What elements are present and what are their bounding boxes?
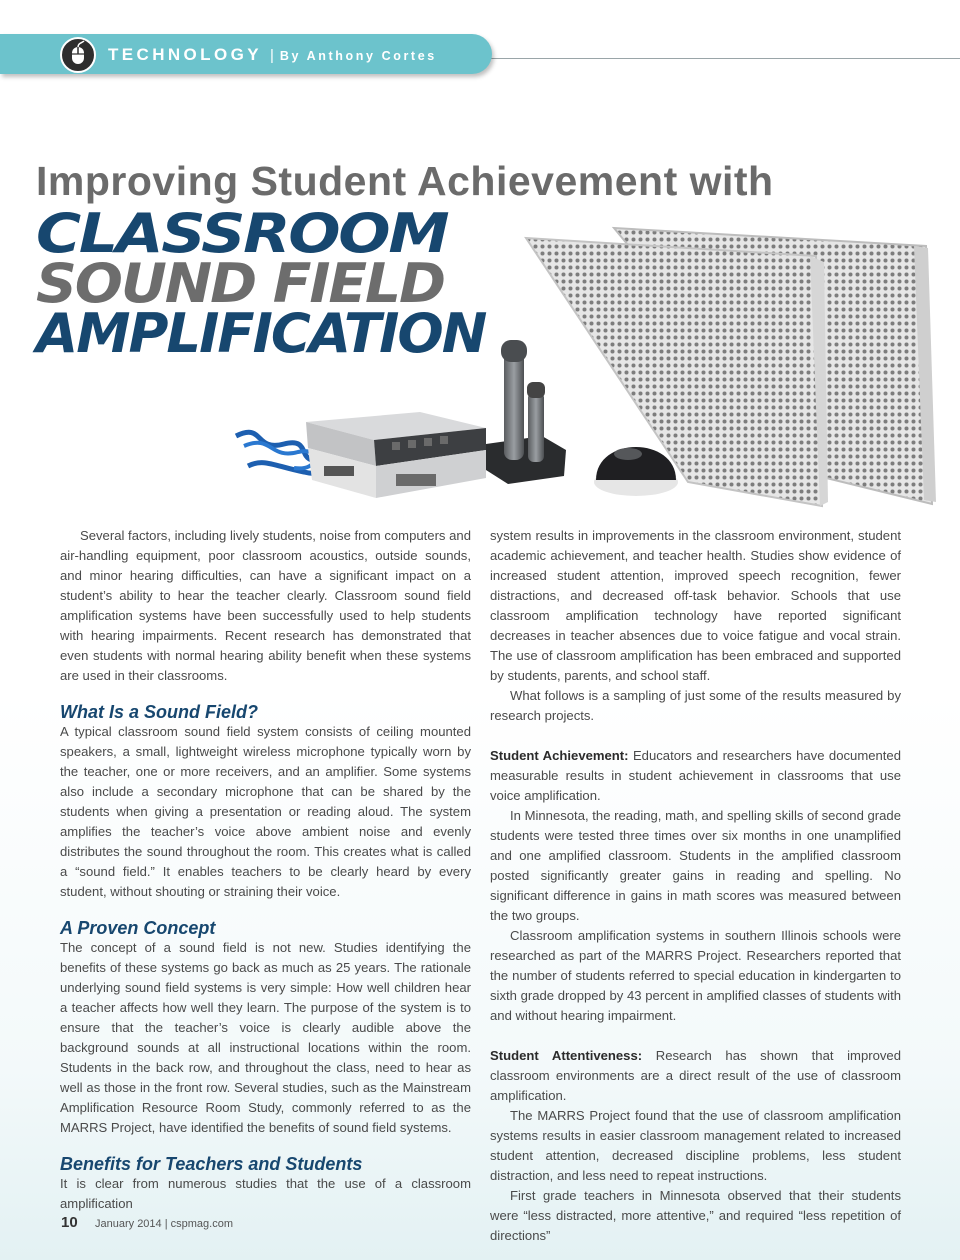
heading-what-is-a-sound-field: What Is a Sound Field? — [60, 702, 258, 722]
article-title-sound-field: SOUND FIELD — [36, 252, 445, 315]
paragraph-benefits-continued: system results in improvements in the classroom environment, student academic achievement, and teacher health. Studies show evidence of increased student attention, improved speech recognition, fewer distractions, and decreased off-task behavior. Schools that use classroom amplification technology have reported significant decreases in teacher absences due to voice fatigue and vocal strain. The use of classroom amplification has been embraced and supported by students, parents, and school staff. — [490, 528, 901, 683]
paragraph-benefits: It is clear from numerous studies that the use of a classroom amplification — [60, 1176, 471, 1211]
run-in-student-attentiveness: Student Attentiveness: — [490, 1048, 643, 1063]
paragraph-what-follows: What follows is a sampling of just some of the results measured by research projects. — [490, 688, 901, 723]
page-number: 10 — [61, 1214, 78, 1231]
heading-benefits: Benefits for Teachers and Students — [60, 1154, 363, 1174]
section-name: TECHNOLOGY — [108, 45, 262, 64]
microphone-charging-base — [486, 340, 566, 484]
student-attentiveness-text: Research has shown that improved classroom environments are a direct result of the use of classroom amplification. — [490, 1048, 901, 1103]
footer-issue-info: January 2014 | cspmag.com — [95, 1218, 233, 1230]
body-column-left — [60, 526, 471, 1214]
paragraph-student-achievement — [490, 746, 901, 806]
heading-a-proven-concept: A Proven Concept — [60, 918, 216, 938]
paragraph-minnesota: In Minnesota, the reading, math, and spelling skills of second grade students were tested three times over six months in one unamplified and one amplified classroom. Students in the amplified classroom posted significantly greater gains in reading and spelling. No significant difference in gains in math scores was measured between the two groups. — [490, 808, 901, 923]
header-rule — [470, 58, 960, 59]
computer-mouse-icon — [60, 37, 96, 73]
receiver-dome — [594, 447, 678, 496]
section-header — [108, 44, 437, 66]
byline: By Anthony Cortes — [279, 49, 437, 63]
paragraph-sound-field: A typical classroom sound field system consists of ceiling mounted speakers, a small, lightweight wireless microphone typically worn by the teacher, one or more receivers, and an amplifier. Some systems also include a secondary microphone that can be shared by the students when giving a presentation or reading aloud. The system amplifies the teacher’s voice above ambient noise and evenly distributes the sound throughout the room. This creates what is called a “sound field.” It enables teachers to be clearly heard by every student, without shouting or straining their voice. — [60, 724, 471, 899]
body-column-right — [490, 526, 901, 1246]
paragraph-first-grade: First grade teachers in Minnesota observed that their students were “less distracted, more attentive,” and required “less repetition of directions” — [490, 1188, 901, 1243]
article-title-classroom: CLASSROOM — [36, 202, 448, 265]
intro-paragraph: Several factors, including lively students, noise from computers and air-handling equipment, poor classroom acoustics, outside sounds, and minor hearing difficulties, can have a significant impact on a student’s ability to hear the teacher clearly. Classroom sound field amplification systems have been successfully used to help students with hearing impairments. Recent research has demonstrated that even students with normal hearing ability benefit when these systems are used in their classrooms. — [60, 528, 471, 683]
amplifier-unit — [306, 412, 486, 498]
student-achievement-text: Educators and researchers have documented measurable results in student achievement in classrooms that use voice amplification. — [490, 748, 901, 803]
article-title-amplification: AMPLIFICATION — [36, 302, 486, 365]
paragraph-proven-concept: The concept of a sound field is not new. Studies identifying the benefits of these systems go back as much as 25 years. The rationale underlying sound field systems is very simple: How well children hear a teacher affects how well they learn. The purpose of the system is to ensure that the teacher’s voice is clearly audible above the background sounds at all instructional locations within the room. Students in the back row, and throughout the class, need to hear as well as those in the front row. Several studies, such as the Mainstream Amplification Resource Room Study, commonly referred to as the MARRS Project, have identified the benefits of sound field systems. — [60, 940, 471, 1135]
ceiling-speaker-panel-front — [526, 238, 828, 506]
article-title-line-1: Improving Student Achievement with — [36, 158, 774, 204]
paragraph-marrs-project: The MARRS Project found that the use of classroom amplification systems results in easier classroom management related to increased student attention, decreased discipline problems, less student distraction, and less need to repeat instructions. — [490, 1108, 901, 1183]
product-photo — [224, 222, 944, 512]
paragraph-illinois: Classroom amplification systems in southern Illinois schools were researched as part of the MARRS Project. Researchers reported that the number of students referred to special education in kindergarten to sixth grade dropped by 43 percent in amplified classes of students with and without hearing impairment. — [490, 928, 901, 1023]
header-separator: | — [269, 47, 274, 64]
run-in-student-achievement: Student Achievement: — [490, 748, 629, 763]
paragraph-student-attentiveness — [490, 1046, 901, 1106]
